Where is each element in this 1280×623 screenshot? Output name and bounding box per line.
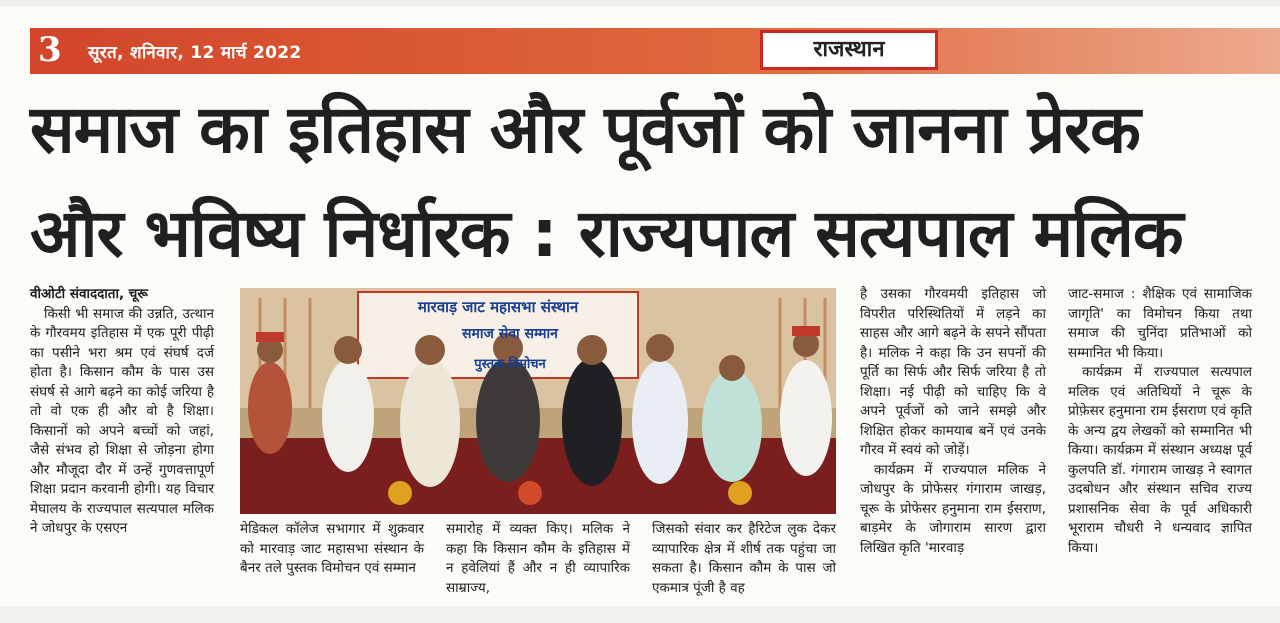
article-column-5: [860, 285, 1046, 558]
article-paragraph: कार्यक्रम में राज्यपाल मलिक ने जोधपुर के प्रोफेसर गंगाराम जाखड़, चूरू के प्रोफेसर हनुमाना राम ईसराण, बाड़मेर के जोगाराम सारण द्वारा लिखित कृति 'मारवाड़: [860, 461, 1046, 556]
banner-line3: पुस्तक विमोचन: [474, 357, 546, 372]
article-paragraph: मेडिकल कॉलेज सभागार में शुक्रवार को मारवाड़ जाट महासभा संस्थान के बैनर तले पुस्तक विमोचन एवं सम्मान: [240, 521, 424, 576]
article-column-1: [30, 285, 214, 539]
article-column-6: [1068, 285, 1252, 558]
article-paragraph: जाट-समाज : शैक्षिक एवं सामाजिक जागृति' का विमोचन किया तथा समाज की चुनिंदा प्रतिभाओं को सम्मानित भी किया।: [1068, 286, 1252, 361]
page-bottom-margin: [0, 606, 1280, 623]
article-paragraph: जिसको संवार कर हैरिटेज लुक देकर व्यापारिक क्षेत्र में शीर्ष तक पहुंचा जा सकता है। किसान कौम के पास जो एकमात्र पूंजी है वह: [652, 521, 836, 596]
dateline: सूरत, शनिवार, 12 मार्च 2022: [88, 43, 302, 63]
page-number: 3: [38, 30, 62, 70]
article-column-2: [240, 520, 424, 579]
banner-title: मारवाड़ जाट महासभा संस्थान: [417, 298, 579, 316]
section-label: राजस्थान: [760, 30, 938, 70]
article-column-4: [652, 520, 836, 598]
headline-line-1: समाज का इतिहास और पूर्वजों को जानना प्रेरक: [30, 91, 1140, 168]
article-paragraph: कार्यक्रम में राज्यपाल सत्यपाल मलिक एवं अतिथियों ने चूरू के प्रोफ़ेसर हनुमाना राम ईसराण एवं कृति के अन्य द्वय लेखकों को सम्मानित भी किया। कार्यक्रम में संस्थान अध्यक्ष पूर्व कुलपति डॉ. गंगाराम जाखड़ ने स्वागत उदबोधन और संस्थान सचिव राज्य प्रशासनिक सेवा के पूर्व अधिकारी भूराराम चौधरी ने धन्यवाद ज्ञापित किया।: [1068, 364, 1252, 556]
page-header-band: [30, 28, 1280, 74]
article-paragraph: है उसका गौरवमयी इतिहास जो विपरीत परिस्थितियों में लड़ने का साहस और आगे बढ़ने के सपने सौंपता है। मलिक ने कहा कि उन सपनों की पूर्ति का सिर्फ और सिर्फ जरिया है तो शिक्षा। नई पीढ़ी को चाहिए कि वे अपने पूर्वजों को जाने समझे और शिक्षित होकर कामयाब बनें एवं उनके गौरव में स्वयं को जोड़ें।: [860, 286, 1046, 458]
headline-line-2: और भविष्य निर्धारक : राज्यपाल सत्यपाल मलिक: [30, 195, 1183, 272]
article-paragraph: किसी भी समाज की उन्नति, उत्थान के गौरवमय इतिहास में एक पूरी पीढ़ी का पसीने भरा श्रम एवं संघर्ष दर्ज होता है। किसान कौम के पास उस संघर्ष से आगे बढ़ने का कोई जरिया है तो वो एक ही और वो है शिक्षा। किसानों को अपने बच्चों को जहां, जैसे संभव हो शिक्षा से जोड़ना होगा और मौजूदा दौर में उन्हें गुणवत्तापूर्ण शिक्षा प्रदान करवानी होगी। यह विचार मेघालय के राज्यपाल सत्यपाल मलिक ने जोधपुर के एसएन: [30, 305, 214, 536]
byline: वीओटी संवाददाता, चूरू: [30, 286, 148, 302]
event-photo: [240, 288, 836, 514]
article-column-3: [446, 520, 630, 598]
article-paragraph: समारोह में व्यक्त किए। मलिक ने कहा कि किसान कौम के इतिहास में न हवेलियां हैं और न ही व्यापारिक साम्राज्य,: [446, 521, 630, 596]
page-top-margin: [0, 0, 1280, 6]
banner-subtitle: समाज सेवा सम्मान: [462, 326, 558, 342]
